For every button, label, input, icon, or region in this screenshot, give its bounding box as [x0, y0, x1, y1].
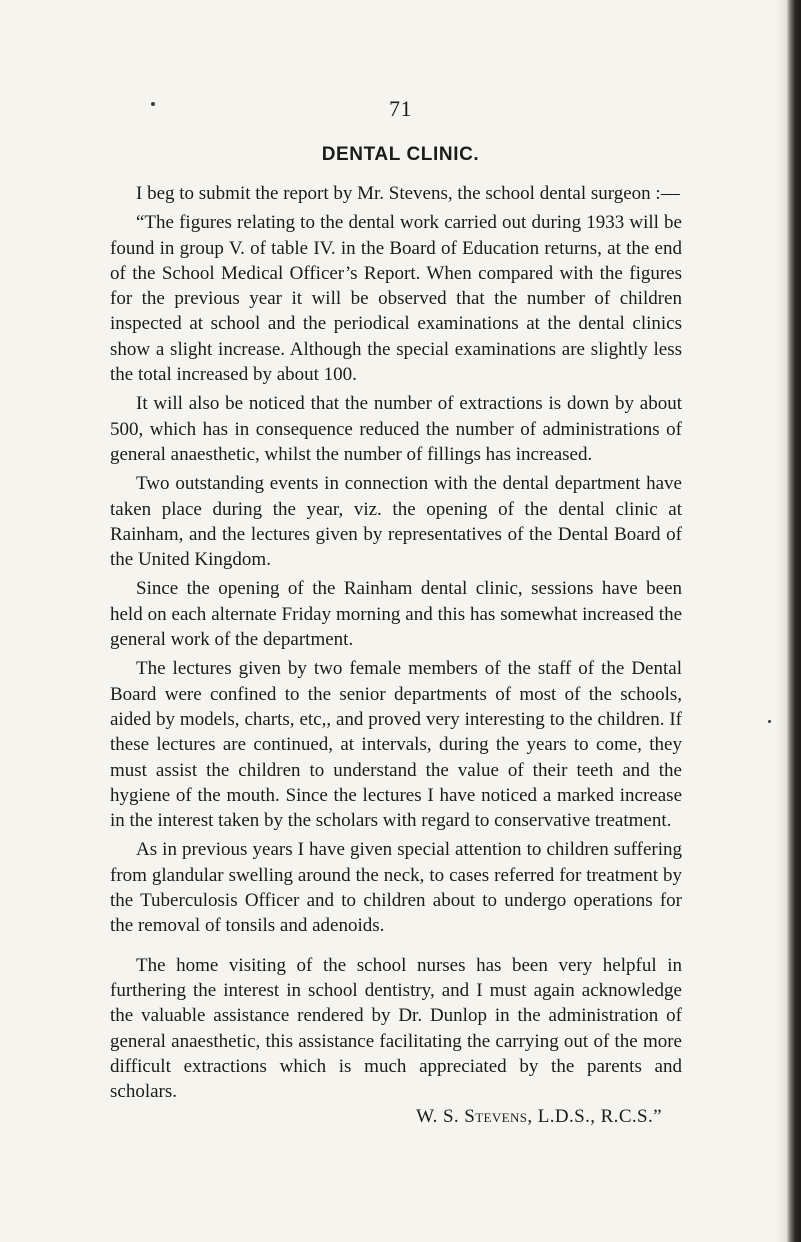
paragraph-intro: I beg to submit the report by Mr. Stevens, the school dental surgeon :— [136, 183, 680, 204]
paragraph-special-attention: As in previous years I have given special attention to children suffering from glandular swelling around the neck, to cases referred for treatment by the Tuberculosis Officer and to children about to undergo operations for the removal of tonsils and adenoids. [110, 839, 682, 937]
paragraph-home-visiting: The home visiting of the school nurses has been very helpful in furthering the interest in school dentistry, and I must again acknowledge the valuable assistance rendered by Dr. Dunlop in the administration of general anaesthetic, this assistance facilitating the carrying out of the more difficult extractions which is much appreciated by the parents and scholars. [110, 954, 682, 1103]
scan-shadow [775, 0, 787, 1242]
section-heading: DENTAL CLINIC. [321, 144, 480, 165]
scan-edge [787, 0, 801, 1242]
paragraph-lectures: The lectures given by two female members of the staff of the Dental Board were confined to the senior departments of most of the schools, aided by models, charts, etc,, and proved very interesting to the children. If these lectures are continued, at intervals, during the years to come, they must assist the children to understand the value of their teeth and the hygiene of the mouth. Since the lectures I have noticed a marked increase in the interest taken by the scholars with regard to conservative treatment. [110, 658, 682, 832]
signature [110, 1104, 682, 1129]
paragraph-events: Two outstanding events in connection with the dental department have taken place during the year, viz. the opening of the dental clinic at Rainham, and the lectures given by representatives of the Dental Board of the United Kingdom. [110, 473, 682, 571]
report-body [110, 181, 682, 1130]
scan-speck [768, 720, 771, 723]
paragraph-rainham: Since the opening of the Rainham dental clinic, sessions have been held on each alternate Friday morning and this has somewhat increased the general work of the department. [110, 578, 682, 651]
signature-name: Stevens, [464, 1106, 533, 1128]
scan-speck [151, 102, 155, 106]
signature-initials: W. S. [416, 1106, 460, 1128]
paragraph-figures: “The figures relating to the dental work carried out during 1933 will be found in group V. of table IV. in the Board of Education returns, at the end of the School Medical Officer’s Report. When compared with the figures for the previous year it will be observed that the number of children inspected at school and the periodical examinations at the dental clinics show a slight increase. Although the special examinations are slightly less the total increased by about 100. [110, 212, 682, 386]
page-number: 71 [389, 96, 412, 121]
paragraph-extractions: It will also be noticed that the number of extractions is down by about 500, which has in consequence reduced the number of administrations of general anaesthetic, whilst the number of fillings has increased. [110, 393, 682, 465]
signature-qualifications: L.D.S., R.C.S.” [537, 1106, 662, 1128]
